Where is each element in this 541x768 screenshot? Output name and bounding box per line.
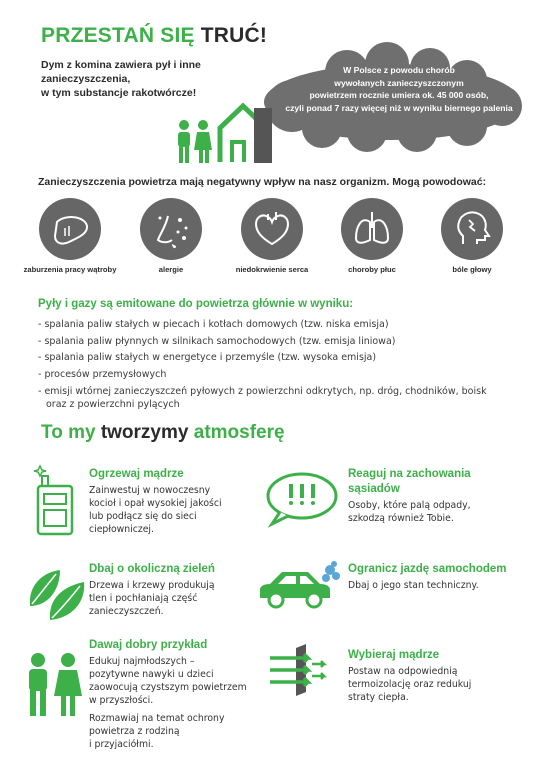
people-icon xyxy=(22,650,88,720)
tip-line: tlen i pochłaniają część xyxy=(89,593,198,604)
tip-line: w przyszłości. xyxy=(89,695,154,706)
tip-line: lub podłącz się do sieci xyxy=(89,511,197,522)
tip-text xyxy=(348,579,479,592)
tip-title: Ogranicz jazdę samochodem xyxy=(348,563,507,575)
liver-icon xyxy=(39,198,101,260)
page-title xyxy=(41,24,267,48)
tip-line: Dbaj o jego stan techniczny. xyxy=(348,580,479,591)
tip-line: kocioł i opał wysokiej jakości xyxy=(89,498,222,509)
tip-line: i przyjaciółmi. xyxy=(89,739,154,750)
lungs-icon xyxy=(341,198,403,260)
tip-line: zanieczyszczeń. xyxy=(89,606,164,617)
tip-line: szkodzą również Tobie. xyxy=(348,513,454,524)
tip-text xyxy=(89,579,215,618)
leaves-icon xyxy=(24,560,90,626)
title-dark: TRUĆ! xyxy=(200,24,268,47)
atmosphere-title xyxy=(41,422,285,444)
list-item: - spalania paliw stałych w piecach i kotłach domowych (tzw. niska emisja) xyxy=(38,319,389,330)
tip-title: Dawaj dobry przykład xyxy=(89,639,208,651)
sources-heading: Pyły i gazy są emitowane do powietrza głównie w wyniku: xyxy=(38,298,354,310)
cloud-line: W Polsce z powodu chorób xyxy=(343,65,455,75)
tip-line: ciepłowniczej. xyxy=(89,524,154,535)
effects-heading: Zanieczyszczenia powietrza mają negatywny wpływ na nasz organizm. Mogą powodować: xyxy=(38,176,487,188)
list-item: - emisji wtórnej zanieczyszczeń pyłowych z powierzchni odkrytych, np. dróg, chodników, boisk oraz z powierzchni pylących xyxy=(38,386,487,410)
effect-label: zaburzenia pracy wątroby xyxy=(23,265,117,274)
tip-title: Ogrzewaj mądrze xyxy=(89,468,184,480)
tip-line: Drzewa i krzewy produkują xyxy=(89,580,215,591)
tip-line: termoizolację oraz redukuj xyxy=(348,679,472,690)
atmosphere-title-part1: To my xyxy=(41,422,96,443)
list-item: - spalania paliw płynnych w silnikach samochodowych (tzw. emisja liniowa) xyxy=(38,335,396,347)
tip-line: Postaw na odpowiednią xyxy=(348,666,458,677)
cloud-line: czyli ponad 7 razy więcej niż w wyniku biernego palenia xyxy=(285,102,513,113)
tip-text xyxy=(89,655,247,751)
speech-bubble-icon xyxy=(262,470,342,530)
insulation-icon xyxy=(266,640,336,700)
effect-label: niedokrwienie serca xyxy=(235,265,309,274)
tip-title-line: Reaguj na zachowania xyxy=(348,468,471,480)
heart-icon xyxy=(241,198,303,260)
car-icon xyxy=(256,556,346,616)
atmosphere-title-part3: atmosferę xyxy=(193,422,285,443)
tip-line: Edukuj najmłodszych – xyxy=(89,656,195,667)
tip-title: Wybieraj mądrze xyxy=(348,649,440,661)
nose-allergy-icon xyxy=(140,198,202,260)
tip-title-line: sąsiadów xyxy=(348,483,400,495)
cloud-line: powietrzem rocznie umiera ok. 45 000 osób, xyxy=(309,90,489,100)
tip-line: Osoby, które palą odpady, xyxy=(348,500,471,511)
tip-title: Dbaj o okoliczną zieleń xyxy=(89,563,215,575)
atmosphere-title-part2: tworzymy xyxy=(100,422,189,443)
tip-line: Rozmawiaj na temat ochrony xyxy=(89,713,225,724)
list-item: - procesów przemysłowych xyxy=(38,368,167,380)
effect-label: alergie xyxy=(158,265,184,274)
tip-line: pozytywne nawyki u dzieci xyxy=(89,669,214,680)
tip-text xyxy=(348,665,471,704)
sources-list xyxy=(38,317,508,411)
title-green: PRZESTAŃ SIĘ xyxy=(41,24,195,47)
tip-line: zaowocują czystszym powietrzem xyxy=(89,682,247,693)
cloud-line: wywołanych zanieczyszczonym xyxy=(334,77,464,88)
intro-line-2: w tym substancje rakotwórcze! xyxy=(41,87,197,99)
family-house-icon xyxy=(170,98,280,168)
effect-label: bóle głowy xyxy=(452,265,492,274)
tip-text xyxy=(89,484,222,536)
tip-text xyxy=(348,499,471,525)
head-pain-icon xyxy=(441,198,503,260)
intro-line-1: Dym z komina zawiera pył i inne zanieczyszczenia, xyxy=(41,59,201,85)
tip-line: straty ciepła. xyxy=(348,692,409,703)
effect-label: choroby płuc xyxy=(348,265,396,274)
tip-line: powietrza z rodziną xyxy=(89,726,180,737)
list-item: - spalania paliw stałych w energetyce i przemyśle (tzw. wysoka emisja) xyxy=(38,352,377,363)
tip-title xyxy=(348,467,471,497)
tip-line: Zainwestuj w nowoczesny xyxy=(89,485,211,496)
cloud-text xyxy=(274,64,524,114)
boiler-icon xyxy=(30,460,80,540)
